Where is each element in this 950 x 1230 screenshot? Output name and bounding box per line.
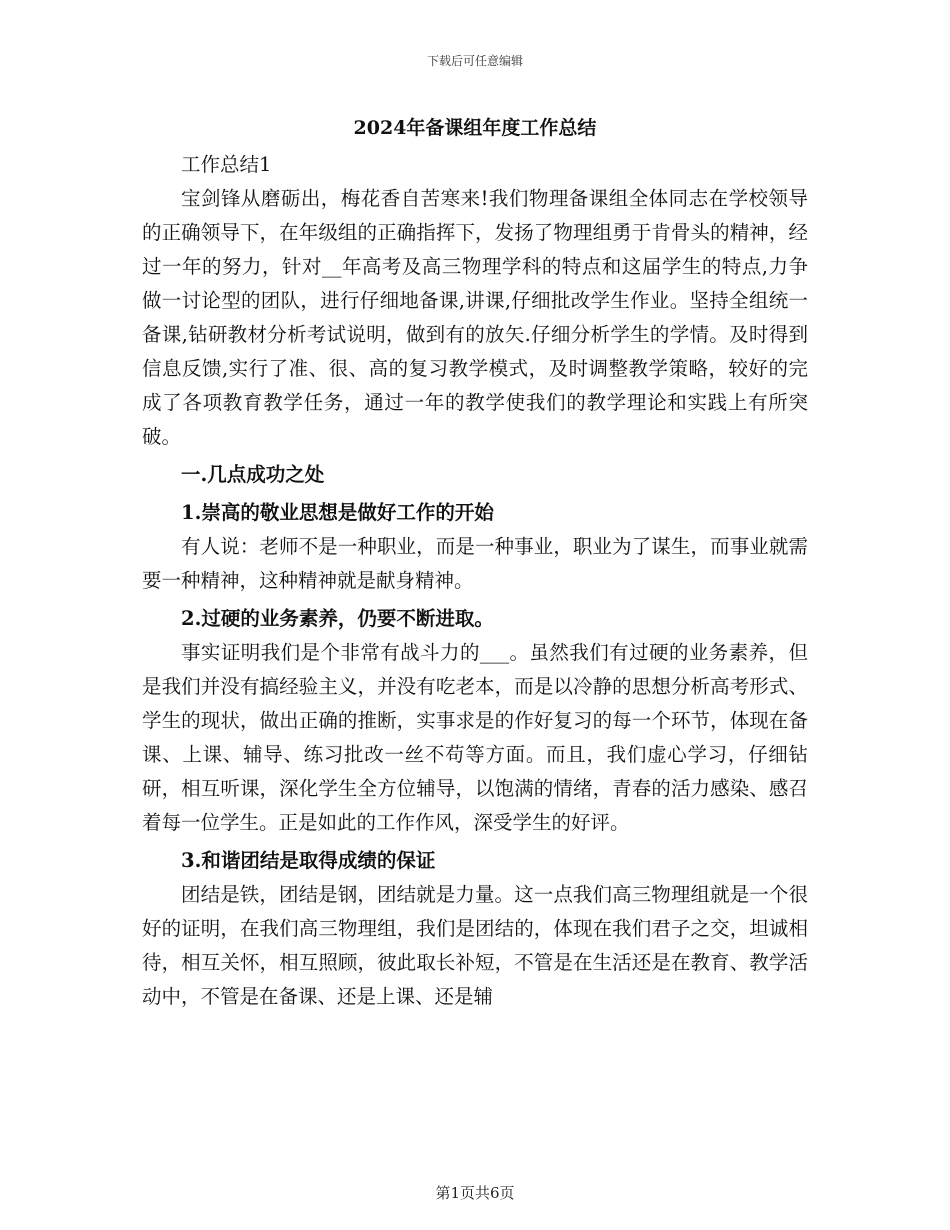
paragraph-dedication: 有人说：老师不是一种职业，而是一种事业，职业为了谋生，而事业就需要一种精神，这种精神就是献身精神。 (142, 535, 808, 592)
paragraph-work-summary-label: 工作总结1 (181, 153, 272, 176)
page-number: 第1页共6页 (435, 1184, 515, 1202)
heading-dedication: 1.崇高的敬业思想是做好工作的开始 (181, 501, 494, 524)
document-title: 2024年备课组年度工作总结 (353, 117, 597, 139)
document-body (142, 148, 808, 1014)
paragraph-professional-quality: 事实证明我们是个非常有战斗力的___。虽然我们有过硬的业务素养，但是我们并没有搞经验主义，并没有吃老本，而是以冷静的思想分析高考形式、学生的现状，做出正确的推断，实事求是的作好复习的每一个环节，体现在备课、上课、辅导、练习批改一丝不苟等方面。而且，我们虚心学习，仔细钻研，相互听课，深化学生全方位辅导，以饱满的情绪，青春的活力感染、感召着每一位学生。正是如此的工作作风，深受学生的好评。 (142, 641, 808, 834)
heading-success-points: 一.几点成功之处 (181, 463, 325, 486)
heading-professional-quality: 2.过硬的业务素养，仍要不断进取。 (181, 607, 494, 630)
paragraph-intro: 宝剑锋从磨砺出，梅花香自苦寒来!我们物理备课组全体同志在学校领导的正确领导下，在年级组的正确指挥下，发扬了物理组勇于肯骨头的精神，经过一年的努力，针对__年高考及高三物理学科的特点和这届学生的特点,力争做一讨论型的团队，进行仔细地备课,讲课,仔细批改学生作业。坚持全组统一备课,钻研教材分析考试说明，做到有的放矢.仔细分析学生的学情。及时得到信息反馈,实行了准、很、高的复习教学模式，及时调整教学策略，较好的完成了各项教育教学任务，通过一年的教学使我们的教学理论和实践上有所突破。 (142, 187, 808, 448)
paragraph-teamwork: 团结是铁，团结是钢，团结就是力量。这一点我们高三物理组就是一个很好的证明，在我们高三物理组，我们是团结的，体现在我们君子之交，坦诚相待，相互关怀，相互照顾，彼此取长补短，不管是在生活还是在教育、教学活动中，不管是在备课、还是上课、还是辅 (142, 883, 808, 1008)
page-header: 下载后可任意编辑 (426, 54, 523, 68)
heading-teamwork: 3.和谐团结是取得成绩的保证 (181, 849, 436, 872)
